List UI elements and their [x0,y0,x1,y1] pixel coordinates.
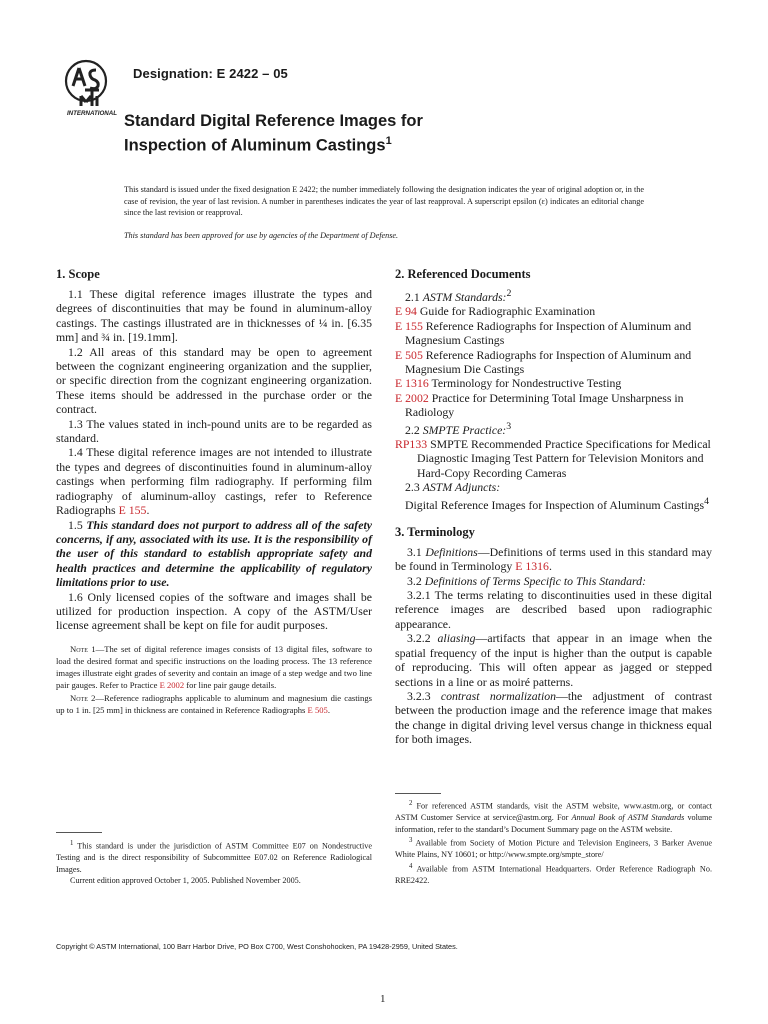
footnote-rule-left [56,832,102,833]
footnote-2: $^2$ For referenced ASTM standards, visit the ASTM website, www.astm.org, or contact ASTM Customer Service at service@astm.org. For Annual Book of ASTM Standards volume information, refer to the standard’s Document Summary page on the ASTM website. [395,800,712,834]
para-1-4: 1.4 These digital reference images are not intended to illustrate the types and degrees of discontinuities found in aluminum-alloy castings when performing film radiography. If performing film radiography of aluminum-alloy castings, refer to Reference Radiographs E 155. [56,445,372,518]
footnote-4: $^4$ Available from ASTM International Headquarters. Order Reference Radiograph No. RRE2422. [395,862,712,885]
title-line-2: Inspection of Aluminum Castings [124,136,386,155]
footnote-1: $^1$ This standard is under the jurisdiction of ASTM Committee E07 on Nondestructive Testing and is the direct responsibility of Subcommittee E07.02 on Reference Radiological Images. [56,840,373,874]
ref-rp133: RP133 SMPTE Recommended Practice Specifications for Medical Diagnostic Imaging Test Pattern for Television Monitors and Hard-Copy Recording Cameras [395,436,711,480]
page-number: 1 [380,993,386,1005]
subhead-2-3: 2.3 ASTM Adjuncts: [405,480,501,495]
astm-logo [63,58,121,118]
title-line-1: Standard Digital Reference Images for [124,112,423,130]
note-1: Note 1—The set of digital reference images consists of 13 digital files, software to load the desired format and specific instructions on the loading process. The 13 reference images illustrate eight grades of severity and contain an image of a step wedge and two line pair gauges. Refer to Practice E 2002 for line pair gauge details. [56,643,372,691]
left-column [56,266,372,716]
subhead-2-2: 2.2 SMPTE Practice:$^3$ [405,420,512,437]
section-heading-scope: 1. Scope [56,267,100,281]
copyright-footer: Copyright © ASTM International, 100 Barr Harbor Drive, PO Box C700, West Conshohocken, PA 19428-2959, United States. [56,942,458,951]
footnote-rule-right [395,793,441,794]
link-e155[interactable]: E 155 [118,503,147,518]
para-3-2-1: 3.2.1 The terms relating to discontinuities used in these digital reference images are described based upon radiographic appearance. [395,588,712,631]
para-1-2: 1.2 All areas of this standard may be open to agreement between the cognizant engineering organization and the supplier, or specific direction from the cognizant engineering organization. These items should be addressed in the purchase order or the contract. [56,344,372,417]
right-column [395,266,712,747]
document-title [124,111,544,156]
link-e94[interactable]: E 94 [395,304,417,319]
link-rp133[interactable]: RP133 [395,436,428,451]
para-3-1: 3.1 Definitions—Definitions of terms used in this standard may be found in Terminology E 1316. [395,544,712,574]
adjunct-item: Digital Reference Images for Inspection of Aluminum Castings$^4$ [405,495,710,512]
ref-e94: E 94 Guide for Radiographic Examination [395,304,596,319]
footnotes-left [56,838,372,886]
link-e155-ref[interactable]: E 155 [395,318,423,333]
para-1-3: 1.3 The values stated in inch-pound units are to be regarded as standard. [56,416,372,446]
issue-note: This standard is issued under the fixed designation E 2422; the number immediately following the designation indicates the year of original adoption or, in the case of revision, the year of last revision. A number in parentheses indicates the year of last reapproval. A superscript epsilon (ε) indicates an editorial change since the last revision or reapproval. [124,185,644,218]
footnotes-right [395,798,712,886]
link-e505[interactable]: E 505 [307,704,328,715]
para-3-2: 3.2 Definitions of Terms Specific to This Standard: [407,573,647,588]
title-footnote-ref: 1 [385,135,392,147]
link-e1316[interactable]: E 1316 [515,559,549,574]
dod-approval-note: This standard has been approved for use by agencies of the Department of Defense. [124,231,399,240]
para-1-1: 1.1 These digital reference images illustrate the types and degrees of discontinuities that may be found in aluminum-alloy castings. The castings illustrated are in thicknesses of ¼ in. [6.35 mm] and ¾ in. [19.1mm]. [56,287,372,345]
para-3-2-3: 3.2.3 contrast normalization—the adjustment of contrast between the production image and the reference image that makes the change in digital driving level versus change in thickness equal for both images. [395,688,712,747]
para-1-6: 1.6 Only licensed copies of the software and images shall be utilized for production inspection. A copy of the ASTM/User license agreement shall be kept on file for audit purposes. [56,589,372,633]
link-e505-ref[interactable]: E 505 [395,347,423,362]
ref-e155: E 155 Reference Radiographs for Inspection of Aluminum and Magnesium Castings [395,318,692,348]
note-2: Note 2—Reference radiographs applicable to aluminum and magnesium die castings up to 1 in. [25 mm] in thickness are contained in Reference Radiographs E 505. [56,692,372,715]
para-3-2-2: 3.2.2 aliasing—artifacts that appear in an image when the spatial frequency of the input is higher than the output is capable of reproducing. This will often appear as jagged or stepped sections in a line or as moiré patterns. [395,631,712,689]
link-e2002[interactable]: E 2002 [159,680,185,691]
logo-sub-text: INTERNATIONAL [66,110,118,117]
link-e2002-ref[interactable]: E 2002 [395,390,429,405]
designation: Designation: E 2422 – 05 [133,66,288,81]
link-e1316-ref[interactable]: E 1316 [395,376,429,391]
ref-e1316: E 1316 Terminology for Nondestructive Testing [395,376,622,391]
ref-e505: E 505 Reference Radiographs for Inspection of Aluminum and Magnesium Die Castings [395,347,692,376]
section-heading-referenced-documents: 2. Referenced Documents [395,267,531,281]
footnote-1-current-edition: Current edition approved October 1, 2005. Published November 2005. [70,875,301,885]
footnote-3: $^3$ Available from Society of Motion Picture and Television Engineers, 3 Barker Avenue White Plains, NY 10601; or http://www.smpte.org/smpte_store/ [395,836,712,860]
ref-e2002: E 2002 Practice for Determining Total Image Unsharpness in Radiology [395,390,684,420]
para-1-5: 1.5 This standard does not purport to address all of the safety concerns, if any, associated with its use. It is the responsibility of the user of this standard to establish appropriate safety and health practices and determine the applicability of regulatory limitations prior to use. [56,517,372,590]
subhead-2-1: 2.1 ASTM Standards:$^2$ [405,288,512,304]
section-heading-terminology: 3. Terminology [395,524,475,539]
